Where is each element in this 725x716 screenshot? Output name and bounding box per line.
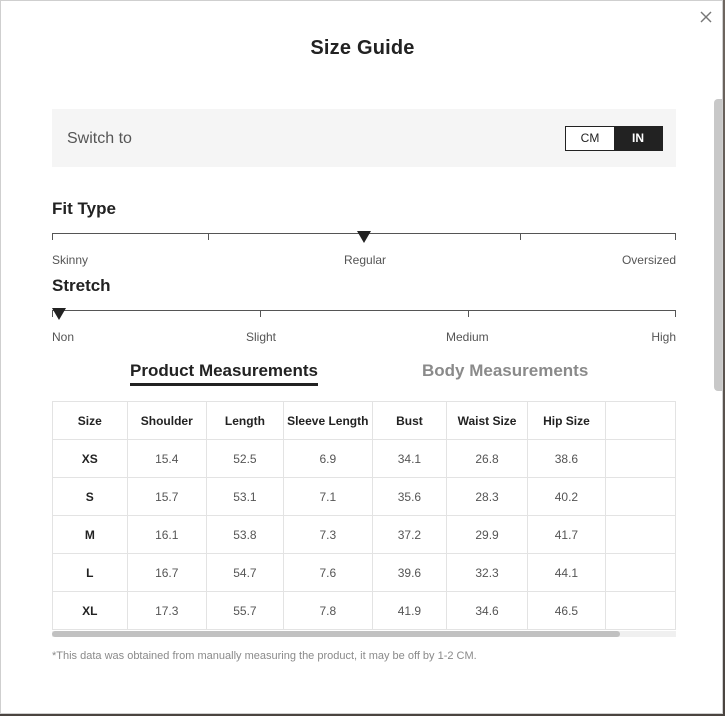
- size-cell: S: [53, 478, 127, 516]
- fit-type-tick: [675, 233, 676, 240]
- stretch-tick: [260, 310, 261, 317]
- table-cell: 32.3: [447, 554, 527, 592]
- table-cell: 41.9: [372, 592, 447, 630]
- stretch-level-labels: [52, 330, 676, 346]
- table-cell: 7.1: [283, 478, 372, 516]
- column-header: Sleeve Length: [283, 402, 372, 440]
- unit-toggle: [565, 126, 663, 151]
- stretch-scale-line: [52, 310, 676, 311]
- table-cell: 29.9: [447, 516, 527, 554]
- table-cell: 37.2: [372, 516, 447, 554]
- tab-body-measurements-label: Body Measurements: [422, 361, 589, 380]
- table-cell: 54.7: [206, 554, 283, 592]
- size-cell: M: [53, 516, 127, 554]
- stretch-level-high: High: [651, 330, 676, 344]
- measurement-table: [53, 401, 676, 630]
- table-cell: 39.6: [372, 554, 447, 592]
- table-scroll-thumb[interactable]: [52, 631, 620, 637]
- measurement-footnote: *This data was obtained from manually measuring the product, it may be off by 1-2 CM.: [52, 650, 477, 662]
- column-header: Waist Size: [447, 402, 527, 440]
- stretch-level-medium: Medium: [446, 330, 489, 344]
- table-cell: 40.2: [527, 478, 605, 516]
- fit-type-level-regular: Regular: [344, 253, 387, 267]
- close-button[interactable]: [698, 9, 714, 25]
- table-cell: 44.1: [527, 554, 605, 592]
- table-cell: 53.8: [206, 516, 283, 554]
- column-header: Bust: [372, 402, 447, 440]
- unit-switch-label: Switch to: [67, 130, 132, 147]
- table-row: [53, 440, 676, 478]
- table-header-row: [53, 402, 676, 440]
- table-row: [53, 516, 676, 554]
- table-horizontal-scrollbar[interactable]: [52, 631, 676, 637]
- table-row: [53, 478, 676, 516]
- column-header: [606, 402, 676, 440]
- table-cell: 16.1: [127, 516, 206, 554]
- table-cell: 38.6: [527, 440, 605, 478]
- fit-type-marker-icon: [357, 231, 371, 243]
- table-cell: 7.3: [283, 516, 372, 554]
- stretch-tick: [468, 310, 469, 317]
- fit-type-tick: [208, 233, 209, 240]
- table-cell: 26.8: [447, 440, 527, 478]
- size-cell: XS: [53, 440, 127, 478]
- size-cell: XL: [53, 592, 127, 630]
- table-body: [53, 440, 676, 630]
- fit-type-level-skinny: Skinny: [52, 253, 89, 267]
- stretch-level-non: Non: [52, 330, 75, 344]
- table-cell: 7.8: [283, 592, 372, 630]
- unit-cm-button[interactable]: CM: [566, 127, 614, 150]
- table-cell: [606, 478, 676, 516]
- table-cell: 35.6: [372, 478, 447, 516]
- table-cell: 15.4: [127, 440, 206, 478]
- table-cell: 52.5: [206, 440, 283, 478]
- fit-type-tick: [520, 233, 521, 240]
- tab-body-measurements[interactable]: [422, 361, 588, 381]
- stretch-label: Stretch: [52, 276, 111, 295]
- table-cell: 17.3: [127, 592, 206, 630]
- size-cell: L: [53, 554, 127, 592]
- table-cell: [606, 516, 676, 554]
- table-cell: 41.7: [527, 516, 605, 554]
- fit-type-label: Fit Type: [52, 199, 116, 218]
- fit-type-level-labels: [52, 253, 676, 269]
- measurement-table-container[interactable]: [52, 401, 676, 630]
- table-cell: 6.9: [283, 440, 372, 478]
- measurement-tabs: [52, 361, 676, 391]
- table-cell: 34.6: [447, 592, 527, 630]
- fit-type-level-oversized: Oversized: [621, 253, 676, 267]
- fit-type-tick: [52, 233, 53, 240]
- table-cell: 55.7: [206, 592, 283, 630]
- table-cell: [606, 554, 676, 592]
- column-header: Length: [206, 402, 283, 440]
- stretch-tick: [675, 310, 676, 317]
- stretch-level-slight: Slight: [246, 330, 277, 344]
- fit-type-scale: [52, 233, 676, 243]
- column-header: Hip Size: [527, 402, 605, 440]
- table-cell: 7.6: [283, 554, 372, 592]
- table-cell: [606, 592, 676, 630]
- unit-in-button[interactable]: IN: [614, 127, 662, 150]
- table-cell: 46.5: [527, 592, 605, 630]
- column-header: Size: [53, 402, 127, 440]
- table-cell: [606, 440, 676, 478]
- stretch-marker-icon: [52, 308, 66, 320]
- table-cell: 28.3: [447, 478, 527, 516]
- active-tab-underline: [130, 383, 318, 386]
- table-cell: 16.7: [127, 554, 206, 592]
- table-cell: 53.1: [206, 478, 283, 516]
- table-row: [53, 554, 676, 592]
- tab-product-measurements-label: Product Measurements: [130, 361, 318, 380]
- column-header: Shoulder: [127, 402, 206, 440]
- dialog-title: Size Guide: [310, 37, 415, 59]
- stretch-scale: [52, 310, 676, 320]
- unit-switch-panel: [52, 109, 676, 167]
- table-row: [53, 592, 676, 630]
- close-icon: [698, 9, 714, 25]
- tab-product-measurements[interactable]: [130, 361, 318, 381]
- vertical-scrollbar[interactable]: [714, 99, 722, 391]
- table-cell: 34.1: [372, 440, 447, 478]
- table-cell: 15.7: [127, 478, 206, 516]
